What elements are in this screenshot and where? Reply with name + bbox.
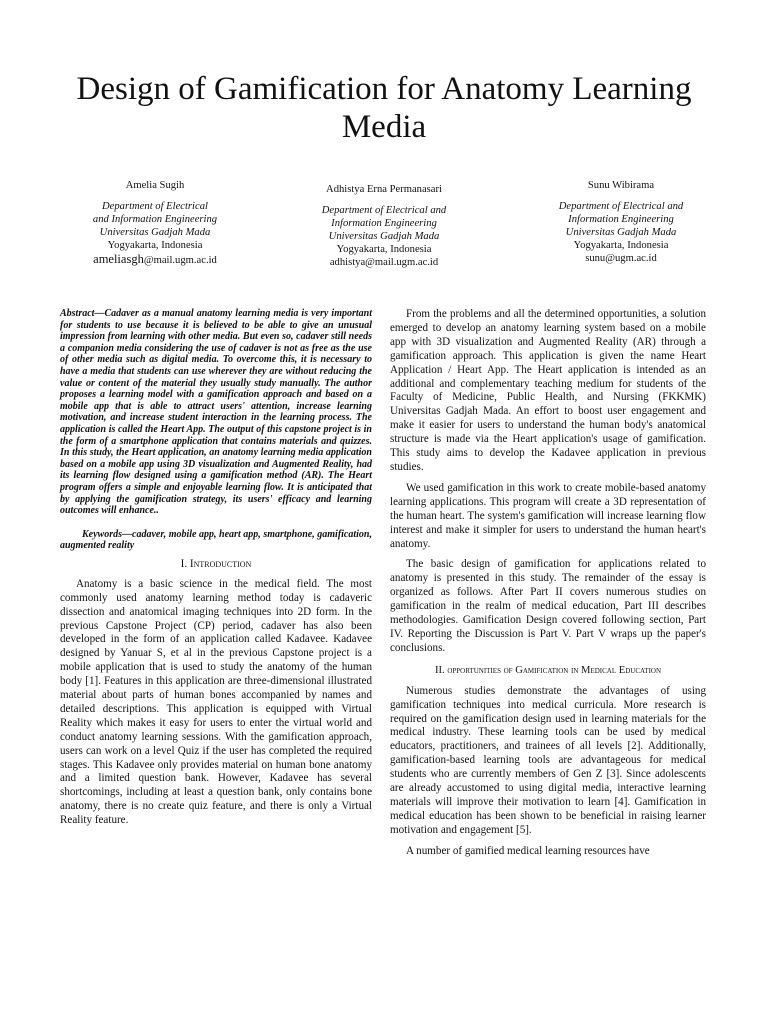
body-paragraph: The basic design of gamification for applications related to anatomy is presented in this study. The remainder of the essay is organized as follows. After Part II covers numerous studies on gamification in the realm of medical education, Part III describes methodologies. Gamification Design covered following section, Part IV. Reporting the Discussion is Part V. Part V wraps up the paper's conclusions. [390,558,706,654]
author-email [60,252,250,267]
author-university: Universitas Gadjah Mada [328,231,440,242]
author-department: Department of Electrical and [321,205,447,216]
author-city: Yogyakarta, Indonesia [107,240,203,251]
body-paragraph: We used gamification in this work to create mobile-based anatomy learning applications. This program will create a 3D representation of the human heart. The system's gamification will increase learning flow interest and make it simpler for users to understand the human heart's anatomy. [390,481,706,550]
paper-title: Design of Gamification for Anatomy Learning Media [76,71,692,145]
author-university: Universitas Gadjah Mada [565,227,677,238]
author-department: Information Engineering [568,214,674,225]
body-paragraph: Numerous studies demonstrate the advantages of using gamification techniques into medical curricula. More research is required on the gamification design used in learning materials for the medical industry. These learning tools can be used by medical educators, practitioners, and trainees of all levels [2]. Additionally, gamification-based learning tools are advantageous for medical students who are currently members of Gen Z [3]. Since adolescents are already accustomed to using digital media, interactive learning materials will improve their motivation to learn [4]. Gamification in medical education has been shown to be beneficial in raising learner motivation and engagement [5]. [390,684,706,836]
author-block-2 [290,183,478,269]
section-heading-opportunities: II. opportunities of Gamification in Medical Education [434,664,662,676]
section-heading-introduction: I. Introduction [180,557,252,570]
author-email-user: ameliasgh [93,252,144,266]
author-email-domain: @mail.ugm.ac.id [143,255,217,266]
author-block-3 [526,179,716,265]
author-city: Yogyakarta, Indonesia [573,240,669,251]
introduction-paragraph: Anatomy is a basic science in the medical field. The most commonly used anatomy learning method today is cadaveric dissection and anatomical imaging techniques into 2D form. In the previous Capstone Project (CP) period, cadaver has also been developed in the form of an application called Kadavee. Kadavee designed by Yanuar S, et al in the previous Capstone project is a mobile application that is used to study the anatomy of the human body [1]. Features in this application are three-dimensional illustrated material about parts of human bones accompanied by names and detailed descriptions. This application is equipped with Virtual Reality which makes it easy for users to enter the virtual world and conduct anatomy learning sessions. With the gamification approach, users can work on a level Quiz if the user has completed the required stages. This Kadavee only provides material on human bone anatomy and a limited question bank. However, Kadavee has several shortcomings, including at least a question bank, only contains bone anatomy, there is no create quiz feature, and there is only a Virtual Reality feature. [60,577,372,827]
author-department: and Information Engineering [92,214,218,225]
left-column [60,308,372,828]
author-department: Department of Electrical and [558,201,684,212]
author-city: Yogyakarta, Indonesia [336,244,432,255]
keywords: Keywords—cadaver, mobile app, heart app, smartphone, gamification, augmented reality [60,528,372,552]
author-block-1 [60,179,250,267]
author-name: Amelia Sugih [125,180,185,191]
author-university: Universitas Gadjah Mada [99,227,211,238]
body-paragraph: From the problems and all the determined opportunities, a solution emerged to develop an anatomy learning system based on a mobile app with 3D visualization and Augmented Reality (AR) through a gamification approach. This application is given the name Heart Application / Heart App. The Heart application is intended as an additional and complementary teaching medium for students of the Faculty of Medicine, Public Health, and Nursing (FKKMK) Universitas Gadjah Mada. An effort to boost user engagement and make it easier for users to understand the human body's anatomical structure is made via the Heart application's usage of gamification. This study aims to develop the Kadavee application in previous studies. [390,308,706,473]
body-paragraph: A number of gamified medical learning resources have [406,844,650,857]
author-email: sunu@ugm.ac.id [585,253,657,264]
author-department: Department of Electrical [102,201,208,212]
author-name: Adhistya Erna Permanasari [326,184,442,195]
right-column [390,308,706,859]
author-email: adhistya@mail.ugm.ac.id [329,257,439,268]
author-department: Information Engineering [331,218,437,229]
author-name: Sunu Wibirama [587,180,655,191]
abstract: Abstract—Cadaver as a manual anatomy learning media is very important for students to use because it is believed to be able to give an unusual impression from learning with other media. But even so, cadaver still needs a companion media considering the use of cadaver is not as free as the use of other media such as digital media. To overcome this, it is necessary to have a media that students can use wherever they are without reducing the value or content of the material they usually study manually. The author proposes a learning model with a gamification approach and based on a mobile app that is able to attract users' attention, increase learning motivation, and increase student interaction in the learning process. The application is called the Heart App. The output of this capstone project is in the form of a smartphone application that contains materials and quizzes. In this study, the Heart application, an anatomy learning media application based on a mobile app using 3D visualization and Augmented Reality, had its learning flow designed using a gamification method (AR). The Heart program offers a simple and enjoyable learning flow. It is anticipated that by applying the gamification strategy, its users' efficacy and learning outcomes will enhance.. [60,308,372,517]
